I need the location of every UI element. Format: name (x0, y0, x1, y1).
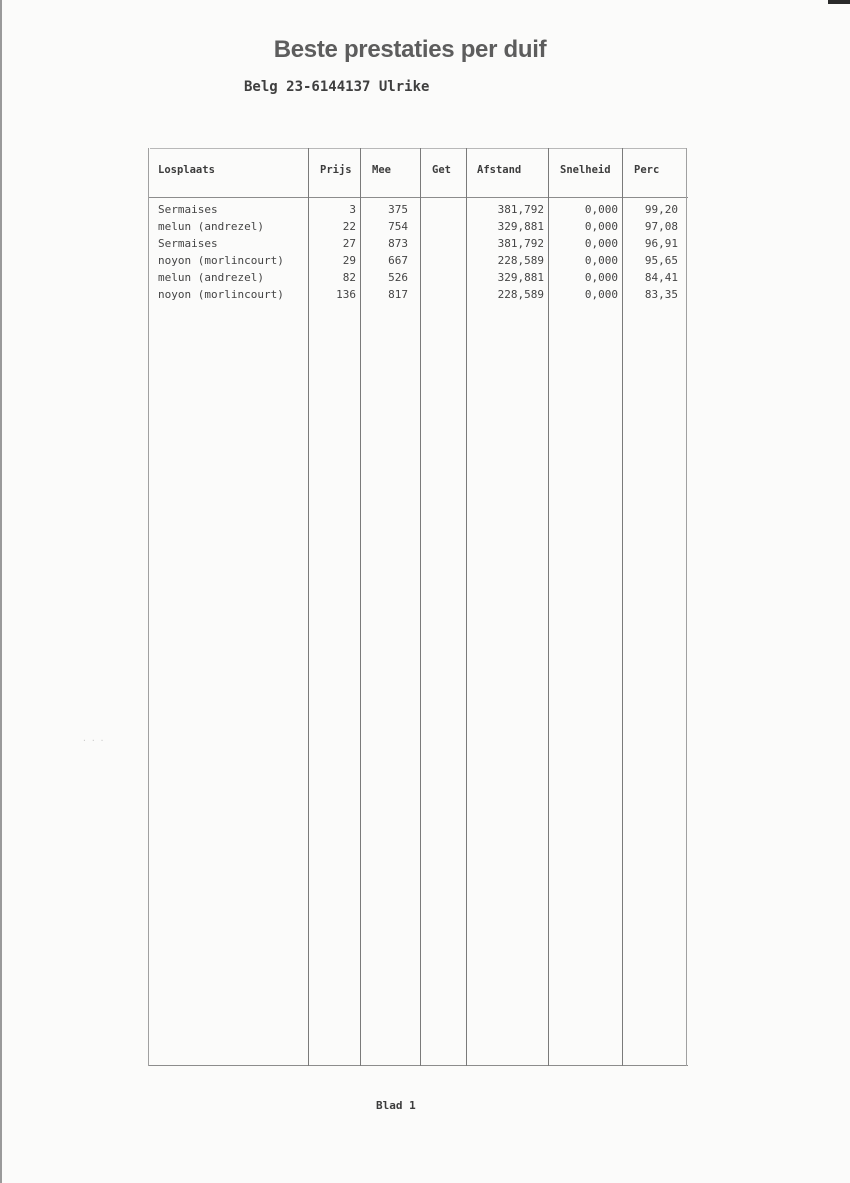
cell-perc: 99,20 (644, 203, 678, 216)
cell-losplaats: Sermaises (158, 203, 218, 216)
cell-perc: 96,91 (644, 237, 678, 250)
cell-losplaats: melun (andrezel) (158, 271, 264, 284)
table-row (148, 252, 688, 269)
cell-snelheid: 0,000 (584, 288, 618, 301)
cell-mee: 873 (388, 237, 408, 250)
cell-prijs: 136 (336, 288, 356, 301)
table-row (148, 218, 688, 235)
cell-mee: 526 (388, 271, 408, 284)
cell-snelheid: 0,000 (584, 237, 618, 250)
cell-perc: 95,65 (644, 254, 678, 267)
cell-afstand: 329,881 (497, 220, 544, 233)
cell-mee: 817 (388, 288, 408, 301)
cell-afstand: 228,589 (497, 288, 544, 301)
cell-afstand: 228,589 (497, 254, 544, 267)
table-bottom-rule (148, 1065, 688, 1066)
cell-mee: 375 (388, 203, 408, 216)
cell-perc: 84,41 (644, 271, 678, 284)
header-snelheid: Snelheid (560, 164, 611, 176)
cell-losplaats: noyon (morlincourt) (158, 254, 284, 267)
pigeon-id: Belg 23-6144137 Ulrike (244, 79, 430, 95)
cell-prijs: 82 (342, 271, 356, 284)
table-row (148, 286, 688, 303)
page-number: Blad 1 (376, 1099, 416, 1112)
header-afstand: Afstand (477, 164, 522, 176)
header-mee: Mee (372, 164, 391, 176)
cell-losplaats: melun (andrezel) (158, 220, 264, 233)
table-top-rule (150, 148, 686, 149)
cell-prijs: 3 (349, 203, 356, 216)
cell-afstand: 381,792 (497, 203, 544, 216)
table-row (148, 235, 688, 252)
cell-mee: 667 (388, 254, 408, 267)
table-row (148, 269, 688, 286)
header-rule (148, 197, 688, 198)
header-losplaats: Losplaats (158, 164, 215, 176)
page-left-edge (0, 0, 2, 1183)
cell-losplaats: Sermaises (158, 237, 218, 250)
results-table (148, 148, 688, 1066)
header-get: Get (432, 164, 451, 176)
table-row (148, 201, 688, 218)
cell-prijs: 22 (342, 220, 356, 233)
cell-snelheid: 0,000 (584, 254, 618, 267)
header-perc: Perc (634, 164, 660, 176)
cell-prijs: 27 (342, 237, 356, 250)
cell-snelheid: 0,000 (584, 203, 618, 216)
page-title: Beste prestaties per duif (273, 36, 547, 63)
cell-afstand: 329,881 (497, 271, 544, 284)
cell-perc: 97,08 (644, 220, 678, 233)
cell-afstand: 381,792 (497, 237, 544, 250)
scan-speck: ··· (82, 736, 109, 745)
header-prijs: Prijs (320, 164, 352, 176)
page-corner-mark (828, 0, 850, 4)
cell-snelheid: 0,000 (584, 220, 618, 233)
cell-mee: 754 (388, 220, 408, 233)
cell-perc: 83,35 (644, 288, 678, 301)
cell-prijs: 29 (342, 254, 356, 267)
cell-losplaats: noyon (morlincourt) (158, 288, 284, 301)
cell-snelheid: 0,000 (584, 271, 618, 284)
